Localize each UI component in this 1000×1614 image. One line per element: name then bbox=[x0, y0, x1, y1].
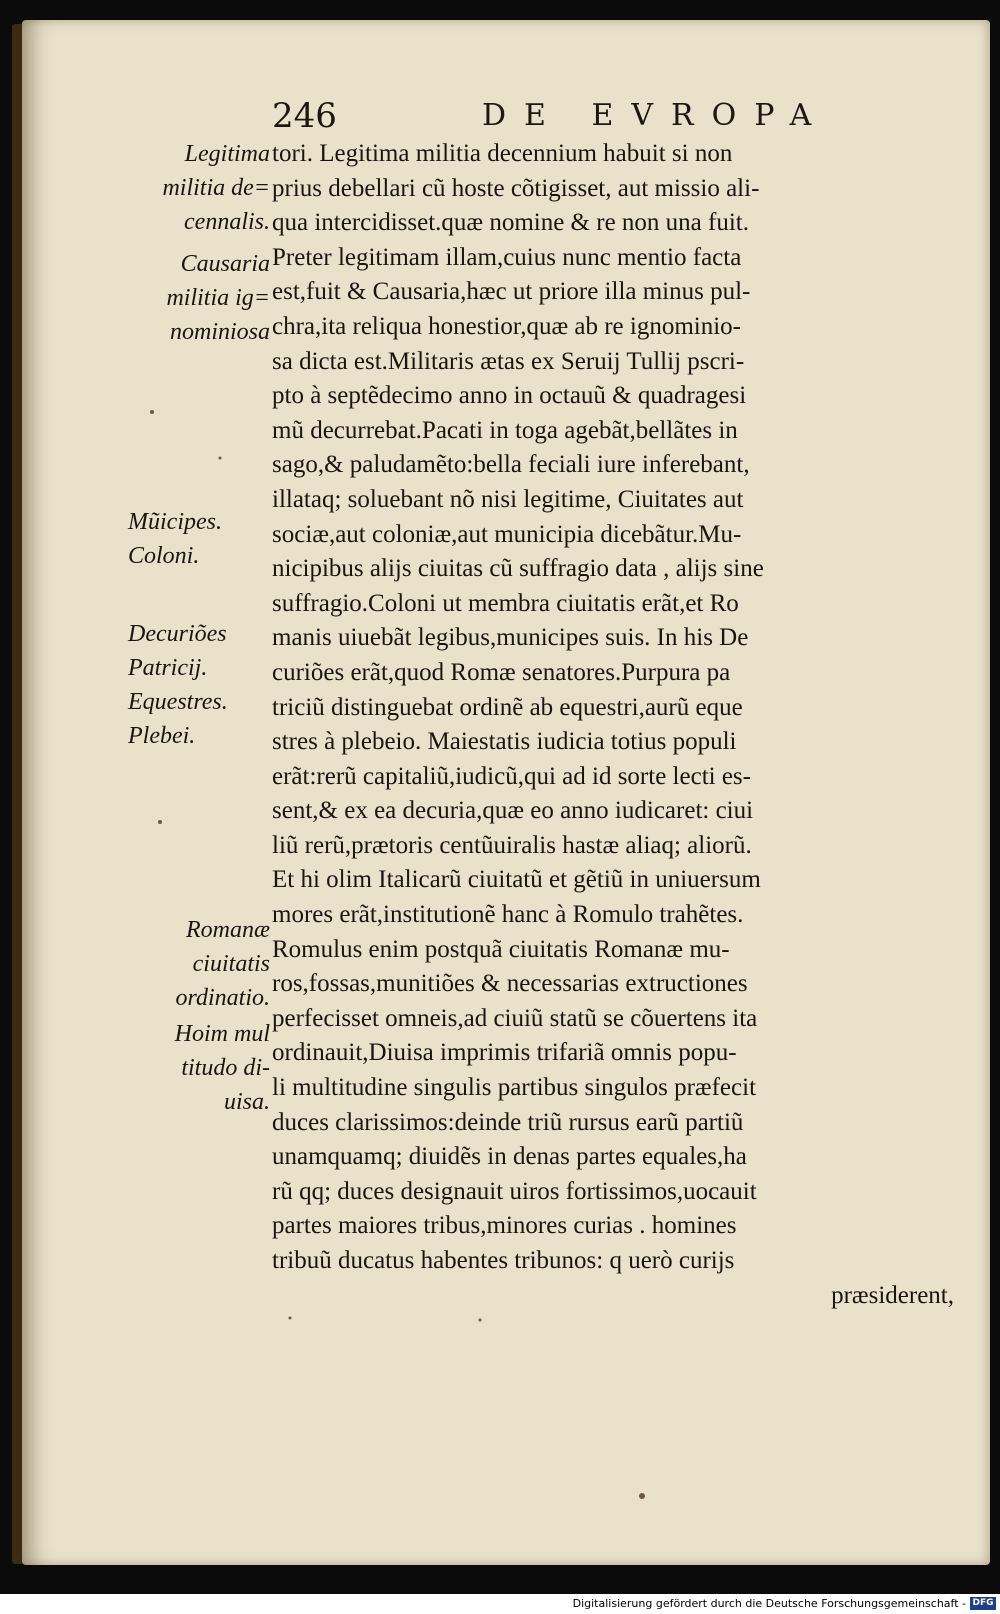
catchword-line: præsiderent, bbox=[831, 1281, 954, 1309]
text-line: sent,& ex ea decuria,quæ eo anno iudicaret: ciui bbox=[272, 797, 754, 825]
text-line: sa dicta est.Militaris ætas ex Seruij Tullij pscri- bbox=[272, 347, 745, 375]
text-line: li multitudine singulis partibus singulos præfecit bbox=[272, 1074, 757, 1102]
text-line: stres à plebeio. Maiestatis iudicia totius populi bbox=[272, 728, 737, 756]
text-line: manis uiuebãt legibus,municipes suis. In his De bbox=[272, 624, 749, 652]
margin-note: Mũicipes. Coloni. bbox=[128, 509, 222, 569]
text-line: triciũ distinguebat ordinẽ ab equestri,aurũ eque bbox=[272, 693, 743, 721]
margin-note: Romanæ ciuitatis ordinatio. bbox=[175, 917, 270, 1011]
text-line: Et hi olim Italicarũ ciuitatũ et gẽtiũ in uniuersum bbox=[272, 866, 761, 894]
body-text bbox=[272, 137, 962, 1313]
text-line: ros,fossas,munitiões & necessarias extructiones bbox=[272, 970, 748, 998]
text-line: qua intercidisset.quæ nomine & re non una fuit. bbox=[272, 209, 749, 237]
text-line: liũ rerũ,prætoris centũuiralis hastæ aliaq; aliorũ. bbox=[272, 831, 752, 859]
running-title: DE EVROPA bbox=[482, 98, 830, 133]
text-line: Preter legitimam illam,cuius nunc mentio facta bbox=[272, 243, 742, 271]
text-line: perfecisset omneis,ad ciuiũ statũ se cõuertens ita bbox=[272, 1004, 758, 1032]
margin-note: Causaria militia ig= nominiosa bbox=[166, 251, 270, 345]
text-line: sago,& paludamẽto:bella feciali iure inferebant, bbox=[272, 451, 750, 479]
text-line: ordinauit,Diuisa imprimis trifariã omnis popu- bbox=[272, 1039, 737, 1067]
text-line: prius debellari cũ hoste cõtigisset, aut missio ali- bbox=[272, 174, 760, 202]
footer-bar bbox=[0, 1594, 1000, 1614]
text-line: erãt:rerũ capitaliũ,iudicũ,qui ad id sorte lecti es- bbox=[272, 762, 751, 790]
margin-note: Hoim mul titudo di- uisa. bbox=[174, 1021, 270, 1115]
text-line: Romulus enim postquã ciuitatis Romanæ mu- bbox=[272, 935, 730, 963]
text-line: illataq; soluebant nõ nisi legitime, Ciuitates aut bbox=[272, 485, 744, 513]
text-line: partes maiores tribus,minores curias . homines bbox=[272, 1212, 737, 1240]
page-number: 246 bbox=[272, 96, 337, 136]
text-line: chra,ita reliqua honestior,quæ ab re ignominio- bbox=[272, 312, 742, 340]
text-line: duces clarissimos:deinde triũ rursus earũ partiũ bbox=[272, 1108, 744, 1136]
text-line: est,fuit & Causaria,hæc ut priore illa minus pul- bbox=[272, 278, 751, 306]
text-line: nicipibus alijs ciuitas cũ suffragio data , alijs sine bbox=[272, 555, 764, 583]
text-line: sociæ,aut coloniæ,aut municipia dicebãtur.Mu- bbox=[272, 520, 742, 548]
text-line: pto à septẽdecimo anno in octauũ & quadragesi bbox=[272, 382, 747, 410]
dfg-logo: DFG bbox=[970, 1597, 996, 1610]
text-line: suffragio.Coloni ut membra ciuitatis erãt,et Ro bbox=[272, 589, 739, 617]
text-line: curiões erãt,quod Romæ senatores.Purpura pa bbox=[272, 658, 731, 686]
text-line: mores erãt,institutionẽ hanc à Romulo trahẽtes. bbox=[272, 901, 744, 929]
text-line: unamquamq; diuidẽs in denas partes equales,ha bbox=[272, 1143, 747, 1171]
text-line: tori. Legitima militia decennium habuit si non bbox=[272, 140, 733, 167]
funding-credit: Digitalisierung gefördert durch die Deutsche Forschungsgemeinschaft - bbox=[572, 1597, 966, 1610]
margin-note: Decuriões Patricij. Equestres. Plebei. bbox=[128, 621, 228, 749]
text-line: tribuũ ducatus habentes tribunos: q uerò curijs bbox=[272, 1247, 735, 1274]
text-line: mũ decurrebat.Pacati in toga agebãt,bellãtes in bbox=[272, 416, 738, 444]
text-line: rũ qq; duces designauit uiros fortissimos,uocauit bbox=[272, 1177, 757, 1205]
margin-note: Legitima militia de= cennalis. bbox=[162, 141, 270, 235]
